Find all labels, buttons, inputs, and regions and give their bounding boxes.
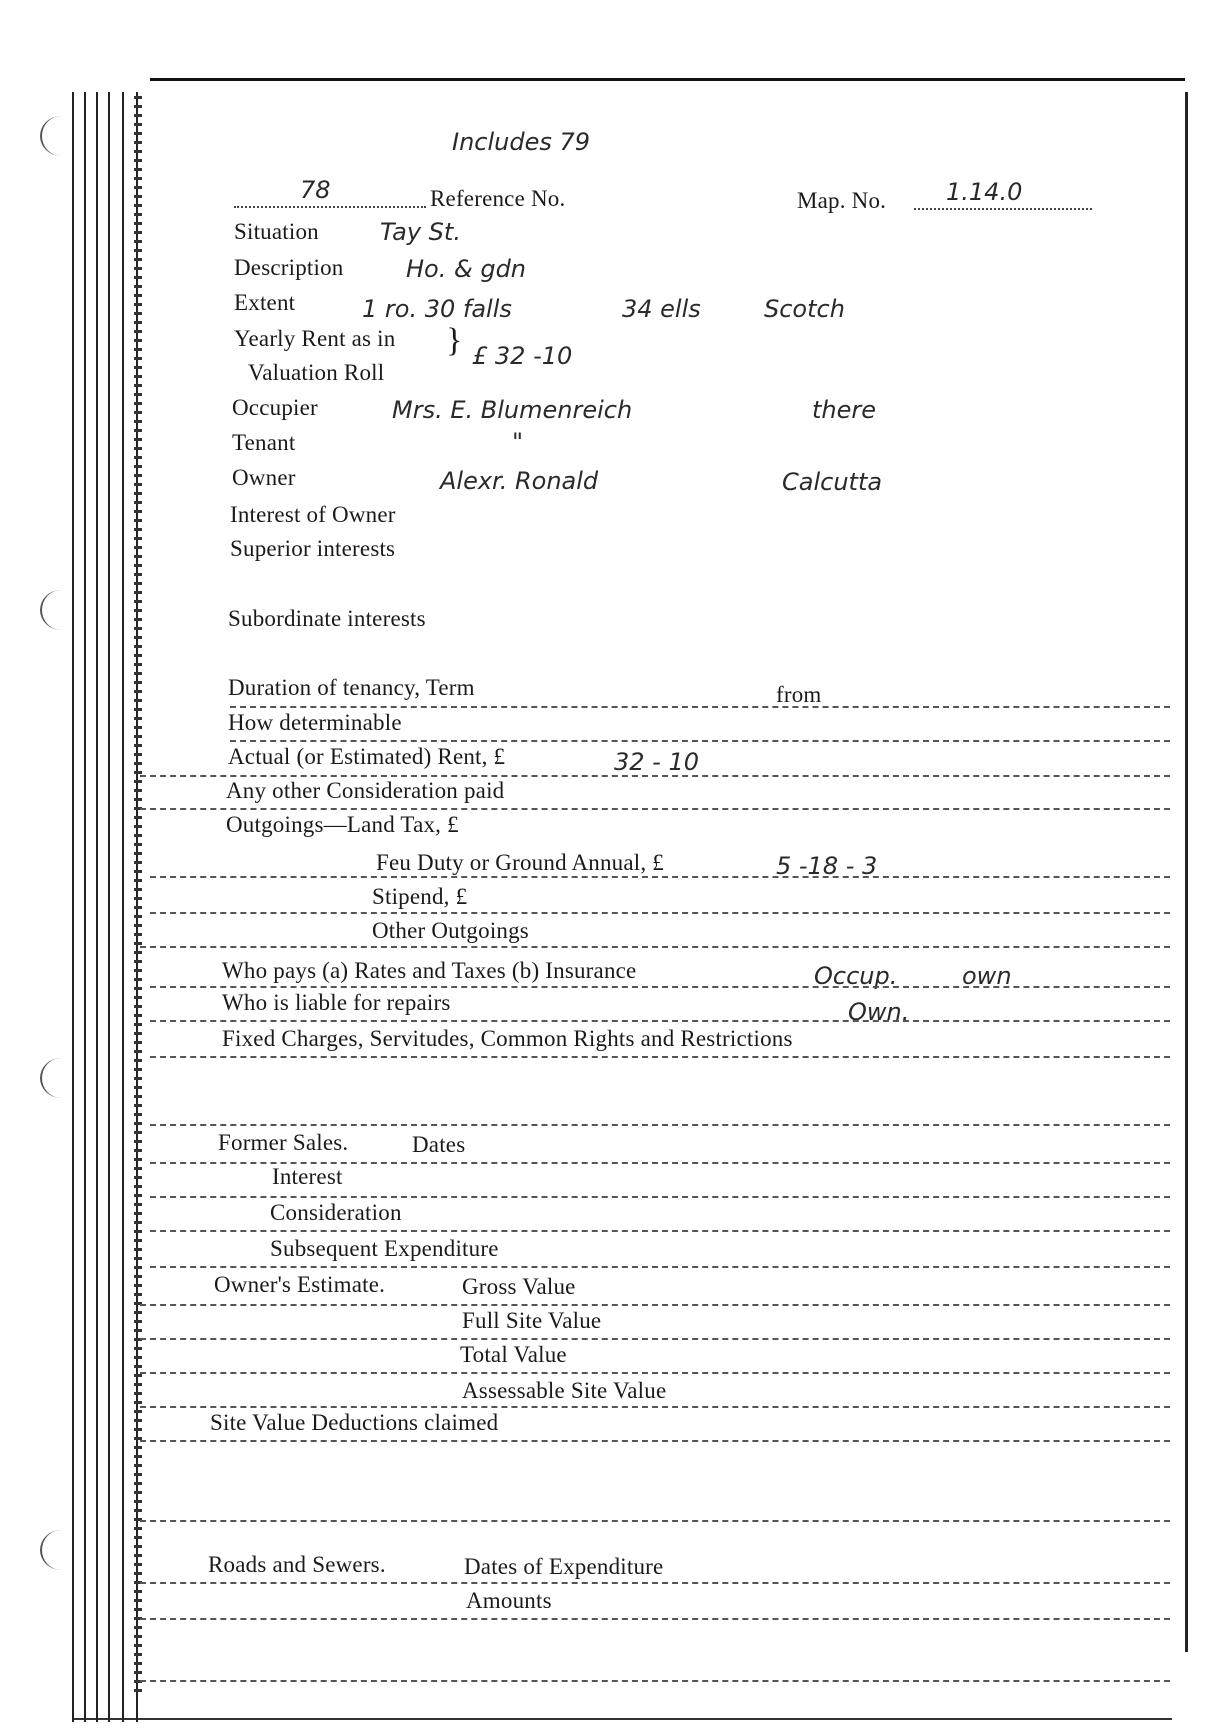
extent-value-ells: 34 ells <box>622 295 701 323</box>
other-outgoings-line <box>140 946 1170 948</box>
stipend-line <box>150 912 1170 914</box>
situation-label: Situation <box>234 219 319 244</box>
page-top-border <box>150 78 1185 81</box>
other-consideration-label: Any other Consideration paid <box>226 778 505 803</box>
gross-value-line <box>140 1304 1170 1306</box>
map-no-label: Map. No. <box>797 188 887 213</box>
dates-of-expenditure-label: Dates of Expenditure <box>464 1554 664 1579</box>
actual-rent-line <box>140 775 1170 777</box>
assessable-site-value-label: Assessable Site Value <box>462 1378 667 1403</box>
site-value-deductions-label: Site Value Deductions claimed <box>210 1410 499 1435</box>
amounts-label: Amounts <box>466 1588 552 1613</box>
other-consideration-line <box>140 808 1170 810</box>
consideration-label: Consideration <box>270 1200 402 1225</box>
how-determinable-line <box>230 740 1170 742</box>
extent-value-scotch: Scotch <box>764 295 845 323</box>
interest-line <box>150 1196 1170 1198</box>
land-tax-label: Outgoings—Land Tax, £ <box>226 812 459 837</box>
roads-and-sewers-label: Roads and Sewers. <box>208 1552 386 1577</box>
superior-interests-label: Superior interests <box>230 536 396 561</box>
owner-name-value: Alexr. Ronald <box>440 467 599 495</box>
description-label: Description <box>234 255 344 280</box>
map-no-value: 1.14.0 <box>946 178 1023 206</box>
how-determinable-label: How determinable <box>228 710 402 735</box>
total-value-label: Total Value <box>460 1342 567 1367</box>
full-site-value-label: Full Site Value <box>462 1308 602 1333</box>
feu-duty-value: 5 -18 - 3 <box>776 852 878 880</box>
duration-label: Duration of tenancy, Term <box>228 675 475 700</box>
from-label: from <box>776 682 822 707</box>
yearly-rent-label: Yearly Rent as in <box>234 326 396 351</box>
top-note: Includes 79 <box>452 128 591 156</box>
subordinate-interests-label: Subordinate interests <box>228 606 426 631</box>
actual-rent-value: 32 - 10 <box>614 748 699 776</box>
former-sales-label: Former Sales. <box>218 1130 349 1155</box>
assessable-site-value-line <box>140 1406 1170 1408</box>
occupier-label: Occupier <box>232 395 318 420</box>
punch-hole-mark <box>40 1530 82 1570</box>
page-right-border <box>1185 92 1188 1652</box>
site-value-deductions-line-2 <box>140 1520 1170 1522</box>
interest-label: Interest <box>272 1164 343 1189</box>
valuation-roll-label: Valuation Roll <box>248 360 385 385</box>
duration-line <box>230 706 1170 708</box>
tenant-value: " <box>512 428 524 456</box>
consideration-line <box>150 1230 1170 1232</box>
subsequent-expenditure-label: Subsequent Expenditure <box>270 1236 499 1261</box>
punch-hole-mark <box>40 590 82 630</box>
amounts-line <box>140 1618 1170 1620</box>
reference-no-line <box>234 206 426 208</box>
reference-no-value: 78 <box>300 176 331 204</box>
punch-hole-mark <box>40 116 82 156</box>
fixed-charges-line <box>150 1056 1170 1058</box>
reference-no-label: Reference No. <box>430 186 566 211</box>
owner-label: Owner <box>232 465 296 490</box>
fixed-charges-line-2 <box>150 1124 1170 1126</box>
valuation-rent-value: £ 32 -10 <box>472 342 573 370</box>
who-pays-label: Who pays (a) Rates and Taxes (b) Insurance <box>222 958 637 983</box>
bottom-line <box>140 1680 1170 1682</box>
feu-duty-label: Feu Duty or Ground Annual, £ <box>376 850 664 875</box>
insurance-payer-value: own <box>962 962 1012 990</box>
page-bottom-border <box>72 1718 1172 1720</box>
extent-label: Extent <box>234 290 296 315</box>
site-value-deductions-line <box>140 1440 1170 1442</box>
map-no-line <box>914 208 1092 210</box>
situation-value: Tay St. <box>380 218 461 246</box>
occupier-address-value: there <box>812 396 877 424</box>
occupier-name-value: Mrs. E. Blumenreich <box>392 396 633 424</box>
who-liable-label: Who is liable for repairs <box>222 990 451 1015</box>
owner-address-value: Calcutta <box>782 468 883 496</box>
who-pays-line <box>150 986 1170 988</box>
former-sales-dates-label: Dates <box>412 1132 466 1157</box>
owners-estimate-label: Owner's Estimate. <box>214 1272 386 1297</box>
repairs-value: Own. <box>848 998 910 1026</box>
tenant-label: Tenant <box>232 430 296 455</box>
fixed-charges-label: Fixed Charges, Servitudes, Common Rights and Restrictions <box>222 1026 793 1051</box>
full-site-value-line <box>140 1338 1170 1340</box>
stipend-label: Stipend, £ <box>372 884 468 909</box>
punch-hole-mark <box>40 1058 82 1098</box>
interest-of-owner-label: Interest of Owner <box>230 502 396 527</box>
actual-rent-label: Actual (or Estimated) Rent, £ <box>228 744 506 769</box>
land-tax-line <box>150 876 1170 878</box>
extent-value-area: 1 ro. 30 falls <box>362 295 512 323</box>
bracket-brace: } <box>446 322 463 359</box>
who-liable-line <box>150 1020 1170 1022</box>
gross-value-label: Gross Value <box>462 1274 576 1299</box>
binding-stitches <box>0 0 150 1630</box>
other-outgoings-label: Other Outgoings <box>372 918 529 943</box>
dates-of-expenditure-line <box>140 1582 1170 1584</box>
rates-payer-value: Occup. <box>814 962 898 990</box>
description-value: Ho. & gdn <box>406 255 527 283</box>
total-value-line <box>140 1372 1170 1374</box>
subsequent-expenditure-line <box>150 1266 1170 1268</box>
